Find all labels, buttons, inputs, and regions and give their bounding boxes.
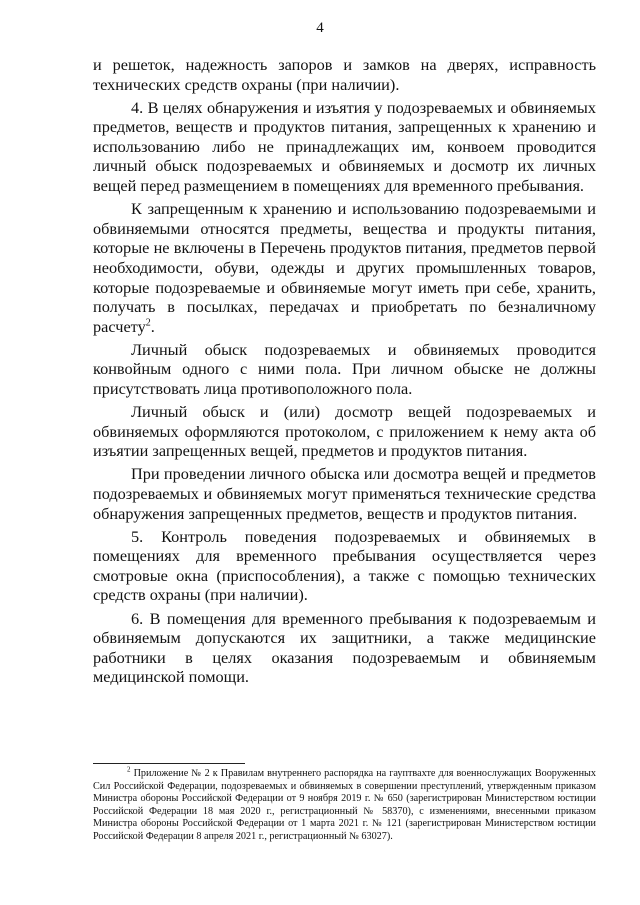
paragraph-personal-search: Личный обыск подозреваемых и обвиняемых проводится конвойным одного с ними пола. При личном обыске не должны присутствовать лица противоположного пола. — [93, 339, 596, 398]
document-body — [93, 55, 596, 690]
paragraph-prohibited-items — [93, 199, 596, 336]
paragraph-search-protocol: Личный обыск и (или) досмотр вещей подозреваемых и обвиняемых оформляются протоколом, с приложением к нему акта об изъятии запрещенных вещей, предметов и продуктов питания. — [93, 402, 596, 461]
footnote-divider — [93, 763, 245, 764]
footnote — [93, 765, 596, 844]
paragraph-prohibited-items-text: К запрещенным к хранению и использованию подозреваемыми и обвиняемыми относятся предметы, вещества и продукты питания, которые не включены в Перечень продуктов питания, предметов первой необходимости, обуви, одежды и других промышленных товаров, которые подозреваемые и обвиняемые могут иметь при себе, хранить, получать в посылках, передачах и приобретать по безналичному расчету — [93, 199, 596, 336]
paragraph-technical-means: При проведении личного обыска или досмотра вещей и предметов подозреваемых и обвиняемых могут применяться технические средства обнаружения запрещенных предметов, веществ и продуктов питания. — [93, 464, 596, 523]
page-number: 4 — [316, 20, 324, 36]
paragraph-continuation: и решеток, надежность запоров и замков на дверях, исправность технических средств охраны (при наличии). — [93, 55, 596, 94]
paragraph-item-6: 6. В помещения для временного пребывания к подозреваемым и обвиняемым допускаются их защитники, а также медицинские работники в целях оказания подозреваемым и обвиняемым медицинской помощи. — [93, 608, 596, 687]
paragraph-item-5: 5. Контроль поведения подозреваемых и обвиняемых в помещениях для временного пребывания осуществляется через смотровые окна (приспособления), а также с помощью технических средств охраны (при наличии). — [93, 526, 596, 605]
footnote-reference: 2 — [145, 317, 151, 329]
footnote-reference-suffix: . — [150, 316, 155, 336]
footnote-text: Приложение № 2 к Правилам внутреннего распорядка на гауптвахте для военнослужащих Вооруженных Сил Российской Федерации, подозреваемых и обвиняемых в совершении преступлений, утвержденным приказом Министра обороны Российской Федерации от 9 ноября 2019 г. № 650 (зарегистрирован Министерством юстиции Российской Федерации 18 мая 2020 г., регистрационный № 58370), с изменениями, внесенными приказом Министра обороны Российской Федерации от 1 марта 2021 г. № 121 (зарегистрирован Министерством юстиции Российской Федерации 8 апреля 2021 г., регистрационный № 63027). — [93, 768, 596, 842]
paragraph-item-4: 4. В целях обнаружения и изъятия у подозреваемых и обвиняемых предметов, веществ и продуктов питания, запрещенных к хранению и использованию либо не принадлежащих им, конвоем проводится личный обыск подозреваемых и обвиняемых и досмотр их личных вещей перед размещением в помещениях для временного пребывания. — [93, 97, 596, 196]
footnote-marker: 2 — [127, 765, 131, 774]
